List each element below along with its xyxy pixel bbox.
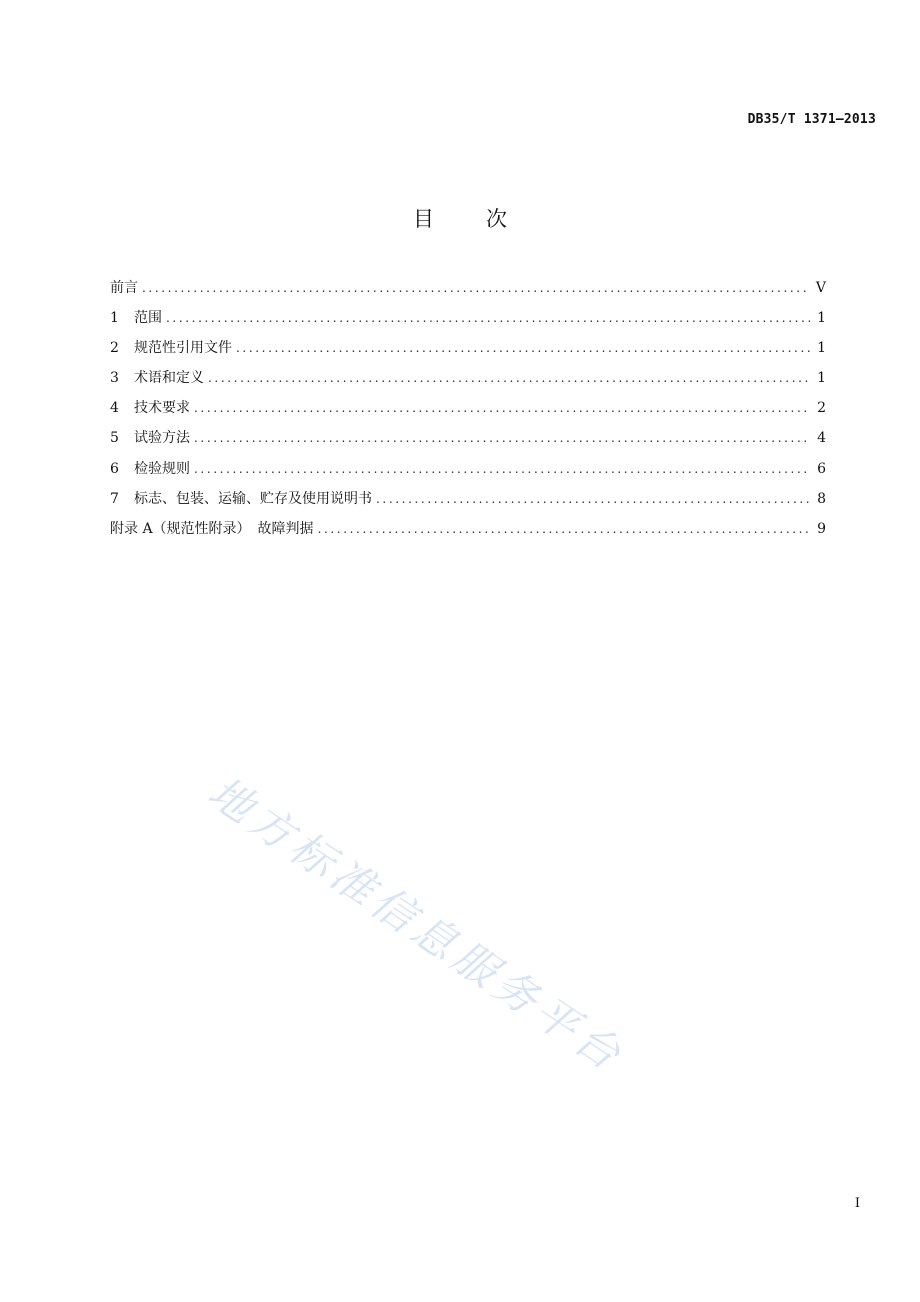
toc-item-page: 2 xyxy=(817,400,826,417)
toc-item-label: 标志、包装、运输、贮存及使用说明书 xyxy=(134,490,372,507)
toc-item-number: 4 xyxy=(110,400,119,417)
table-of-contents xyxy=(110,278,826,549)
toc-item-page: 8 xyxy=(817,490,826,507)
toc-item-page: 6 xyxy=(817,460,826,477)
toc-leader-dots xyxy=(194,459,810,479)
toc-item-number: 7 xyxy=(110,490,119,507)
toc-item-page: V xyxy=(815,280,826,296)
toc-item-page: 4 xyxy=(817,430,826,447)
toc-item-number: 3 xyxy=(110,370,119,387)
toc-item-page: 1 xyxy=(817,370,826,387)
toc-item-label: 术语和定义 xyxy=(134,370,204,387)
toc-item-label: 前言 xyxy=(110,280,138,296)
toc-item-page: 1 xyxy=(817,310,826,327)
toc-item-number: 2 xyxy=(110,340,119,357)
toc-item-number: 1 xyxy=(110,310,119,327)
toc-leader-dots xyxy=(376,489,810,509)
toc-item-terms-definitions[interactable] xyxy=(110,368,826,398)
toc-item-annex-a[interactable] xyxy=(110,519,826,549)
document-code: DB35/T 1371—2013 xyxy=(747,112,876,127)
toc-item-marking-packaging[interactable] xyxy=(110,489,826,519)
toc-item-page: 1 xyxy=(817,340,826,357)
toc-item-label: 范围 xyxy=(134,310,162,327)
toc-item-scope[interactable] xyxy=(110,308,826,338)
toc-item-label: 技术要求 xyxy=(134,400,190,417)
toc-item-number: 6 xyxy=(110,460,119,477)
toc-item-label: 检验规则 xyxy=(134,460,190,477)
toc-leader-dots xyxy=(142,278,810,298)
toc-item-normative-references[interactable] xyxy=(110,338,826,368)
page-title: 目次 xyxy=(413,207,559,231)
toc-item-foreword[interactable] xyxy=(110,278,826,308)
toc-item-label: 试验方法 xyxy=(134,430,190,447)
toc-item-inspection-rules[interactable] xyxy=(110,459,826,489)
toc-item-number: 5 xyxy=(110,430,119,447)
toc-item-technical-requirements[interactable] xyxy=(110,398,826,428)
toc-item-label: 规范性引用文件 xyxy=(134,340,232,357)
watermark: 地方标准信息服务平台 xyxy=(199,767,634,1083)
toc-leader-dots xyxy=(194,428,810,448)
toc-item-label: 附录 A（规范性附录） 故障判据 xyxy=(110,520,314,537)
toc-leader-dots xyxy=(194,398,810,418)
toc-leader-dots xyxy=(318,519,810,539)
toc-leader-dots xyxy=(208,368,810,388)
toc-leader-dots xyxy=(166,308,810,328)
page-number: I xyxy=(854,1196,860,1211)
toc-item-test-methods[interactable] xyxy=(110,428,826,458)
toc-leader-dots xyxy=(236,338,810,358)
toc-item-page: 9 xyxy=(817,520,826,537)
